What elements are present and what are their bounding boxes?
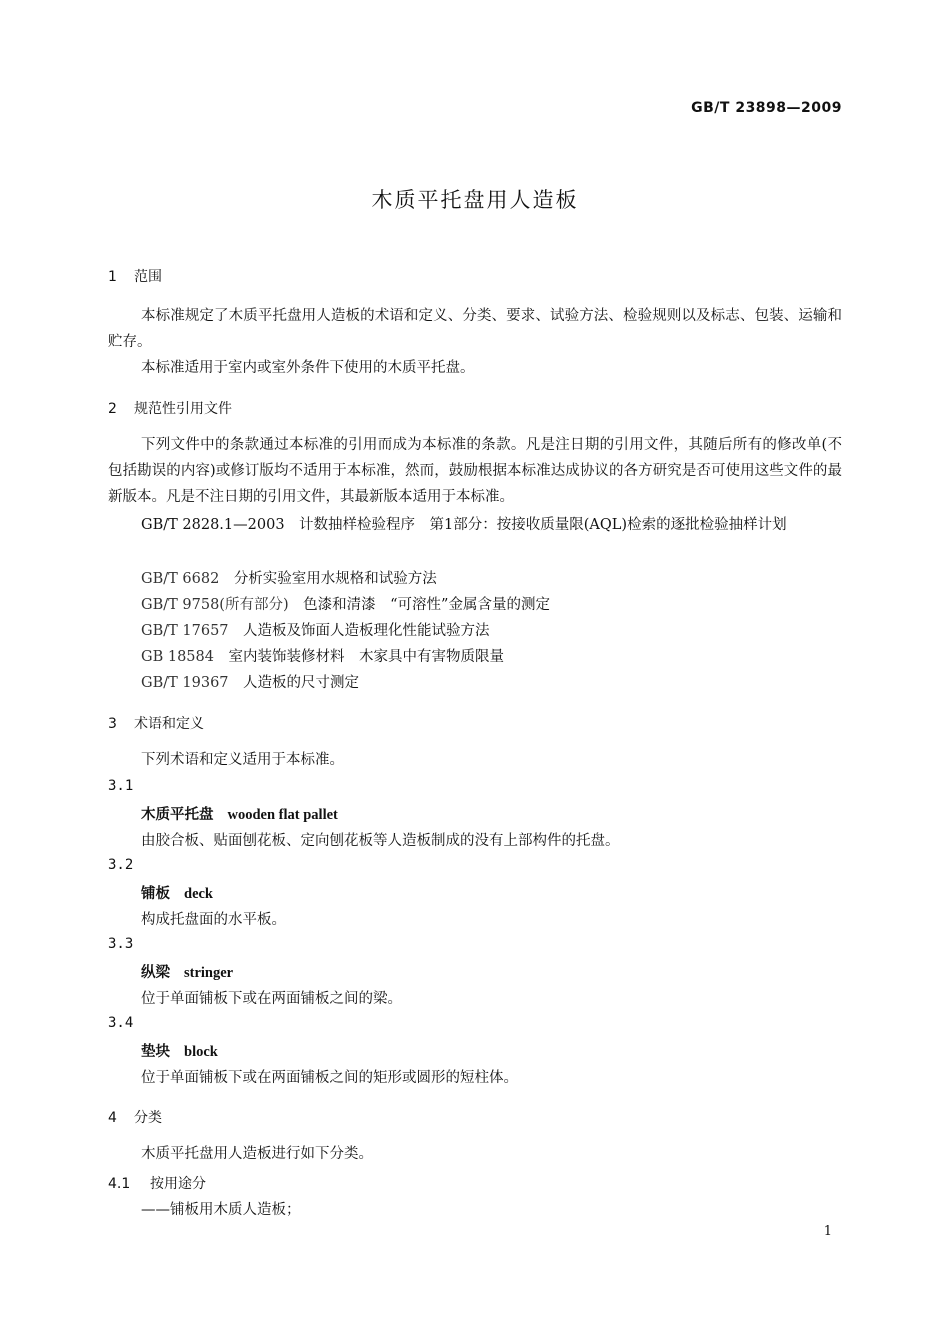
subsection-number: 4.1 — [108, 1176, 131, 1192]
subsection-4-1-heading — [108, 1173, 206, 1193]
term-heading — [141, 1040, 218, 1061]
page-number: 1 — [823, 1224, 832, 1239]
document-title: 木质平托盘用人造板 — [371, 188, 579, 212]
section-3-paragraph-1: 下列术语和定义适用于本标准。 — [141, 752, 344, 768]
reference-title: 室内装饰装修材料 木家具中有害物质限量 — [228, 649, 504, 665]
section-number: 3 — [108, 716, 117, 732]
reference-code: GB/T 6682 — [141, 571, 220, 587]
reference-code: GB/T 2828.1—2003 — [141, 517, 285, 533]
term-number: 3.3 — [108, 936, 134, 952]
reference-title: 色漆和清漆 “可溶性”金属含量的测定 — [303, 597, 550, 613]
subsection-title: 按用途分 — [150, 1176, 206, 1192]
section-1-paragraph-2: 本标准适用于室内或室外条件下使用的木质平托盘。 — [141, 360, 475, 376]
term-cn: 木质平托盘 — [141, 806, 214, 823]
section-title: 范围 — [134, 269, 162, 285]
section-1-paragraph-1: 本标准规定了木质平托盘用人造板的术语和定义、分类、要求、试验方法、检验规则以及标志、包装、运输和贮存。 — [108, 308, 842, 350]
reference-item — [141, 593, 550, 614]
reference-title: 人造板的尺寸测定 — [243, 675, 360, 691]
list-item: ——铺板用木质人造板； — [141, 1202, 301, 1218]
term-cn: 铺板 — [141, 885, 170, 902]
section-2-paragraph-1: 下列文件中的条款通过本标准的引用而成为本标准的条款。凡是注日期的引用文件，其随后所有的修改单(不包括勘误的内容)或修订版均不适用于本标准，然而，鼓励根据本标准达成协议的各方研究是否可使用这些文件的最新版本。凡是不注日期的引用文件，其最新版本适用于本标准。 — [108, 437, 842, 505]
term-cn: 纵梁 — [141, 964, 170, 981]
standard-code: GB/T 23898—2009 — [691, 100, 842, 116]
reference-code: GB/T 17657 — [141, 623, 229, 639]
term-heading — [141, 882, 213, 903]
reference-title: 分析实验室用水规格和试验方法 — [233, 571, 437, 587]
reference-item — [141, 645, 504, 666]
section-title: 规范性引用文件 — [134, 401, 232, 417]
reference-title: 计数抽样检验程序 第1部分：按接收质量限(AQL)检索的逐批检验抽样计划 — [299, 517, 787, 533]
section-number: 2 — [108, 401, 117, 417]
term-en: wooden flat pallet — [227, 807, 338, 823]
section-title: 分类 — [134, 1110, 162, 1126]
section-4-heading — [108, 1107, 162, 1127]
reference-item — [108, 512, 842, 538]
section-1-heading — [108, 266, 162, 286]
reference-title: 人造板及饰面人造板理化性能试验方法 — [243, 623, 490, 639]
section-number: 1 — [108, 269, 117, 285]
term-number: 3.2 — [108, 857, 134, 873]
reference-code: GB/T 19367 — [141, 675, 229, 691]
term-en: block — [184, 1044, 218, 1060]
term-definition: 位于单面铺板下或在两面铺板之间的矩形或圆形的短柱体。 — [141, 1070, 518, 1086]
term-en: deck — [184, 886, 213, 902]
reference-item — [141, 619, 490, 640]
section-4-paragraph-1: 木质平托盘用人造板进行如下分类。 — [141, 1146, 373, 1162]
section-2-heading — [108, 398, 232, 418]
term-cn: 垫块 — [141, 1043, 170, 1060]
term-en: stringer — [184, 965, 234, 981]
term-number: 3.1 — [108, 778, 134, 794]
term-number: 3.4 — [108, 1015, 134, 1031]
reference-item — [141, 567, 437, 588]
section-3-heading — [108, 713, 204, 733]
reference-code: GB/T 9758(所有部分) — [141, 597, 289, 613]
section-number: 4 — [108, 1110, 117, 1126]
term-definition: 由胶合板、贴面刨花板、定向刨花板等人造板制成的没有上部构件的托盘。 — [141, 833, 620, 849]
term-definition: 位于单面铺板下或在两面铺板之间的梁。 — [141, 991, 402, 1007]
section-title: 术语和定义 — [134, 716, 204, 732]
reference-item — [141, 671, 359, 692]
term-heading — [141, 803, 338, 824]
term-heading — [141, 961, 233, 982]
reference-code: GB 18584 — [141, 649, 214, 665]
term-definition: 构成托盘面的水平板。 — [141, 912, 286, 928]
